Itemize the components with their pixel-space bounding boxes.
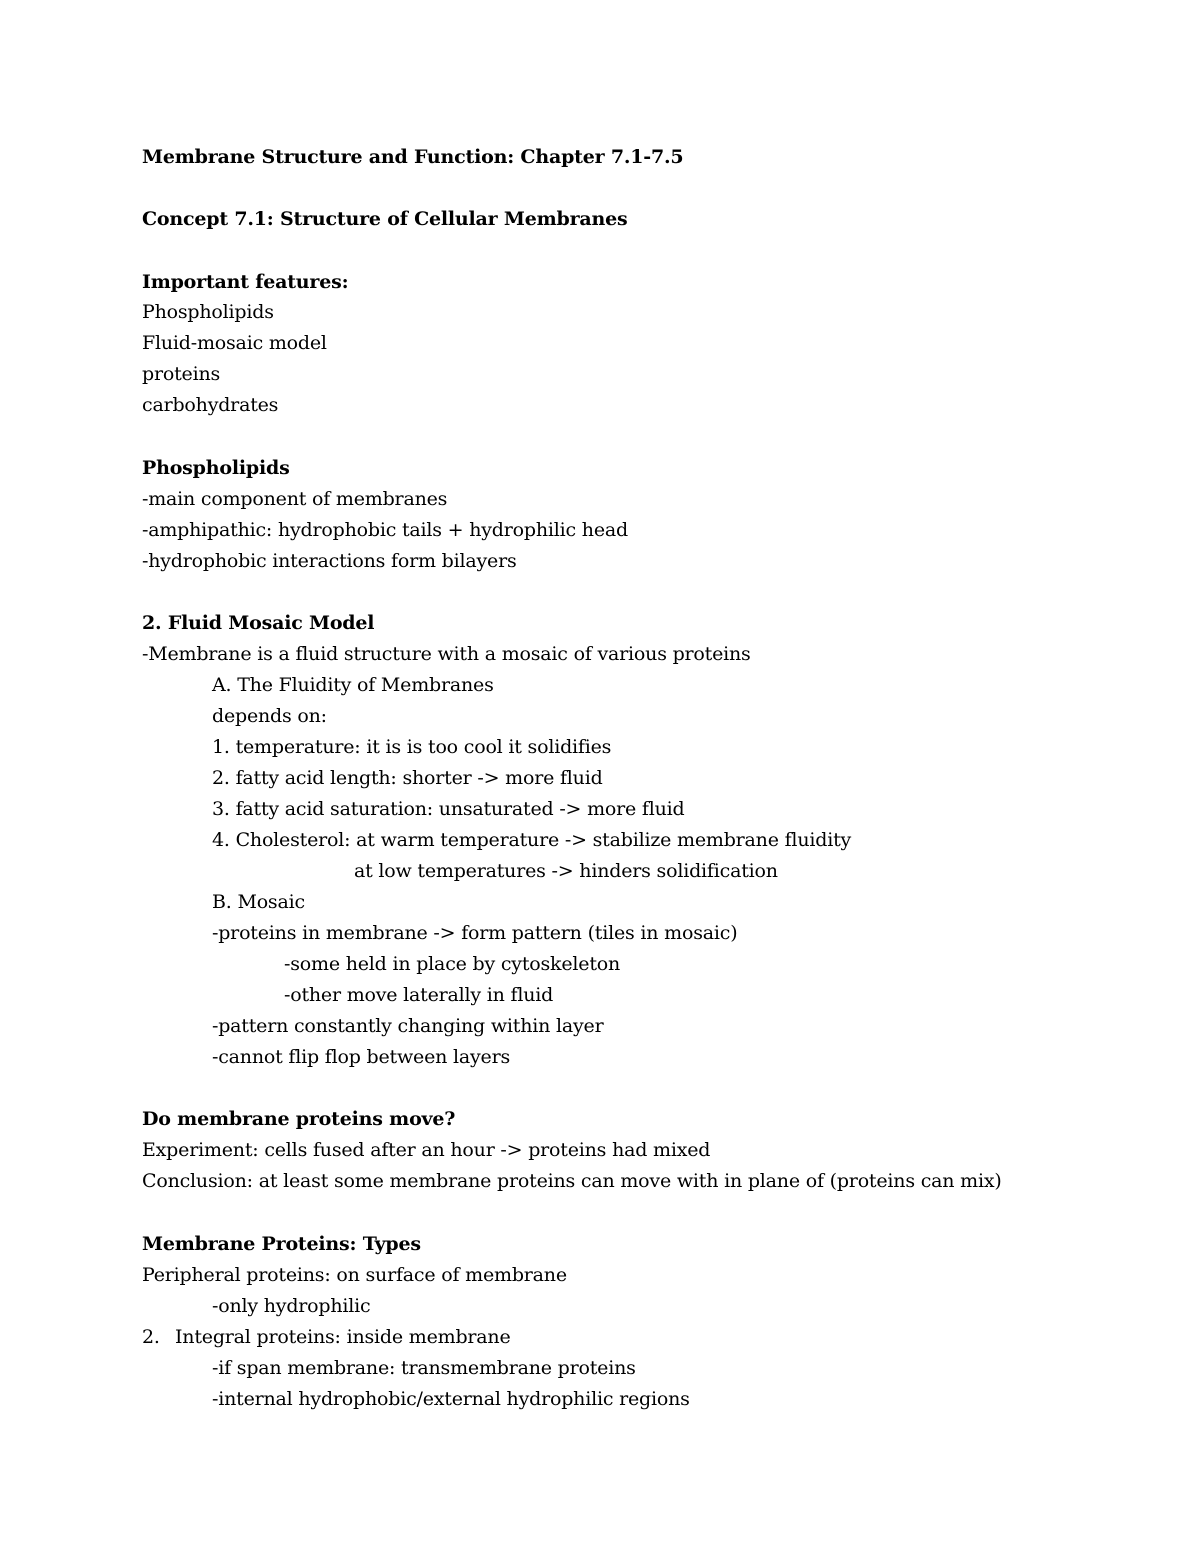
depends-on-label: depends on: bbox=[212, 705, 327, 727]
concept-heading: Concept 7.1: Structure of Cellular Membranes bbox=[142, 208, 628, 230]
fluidity-factor: 1. temperature: it is is too cool it solidifies bbox=[212, 736, 612, 758]
peripheral-line: Peripheral proteins: on surface of membrane bbox=[142, 1264, 567, 1286]
phospholipids-heading: Phospholipids bbox=[142, 457, 290, 479]
integral-subline: -internal hydrophobic/external hydrophilic regions bbox=[212, 1388, 690, 1410]
mosaic-line: -cannot flip flop between layers bbox=[212, 1046, 510, 1068]
mosaic-subline: -some held in place by cytoskeleton bbox=[284, 953, 621, 975]
cholesterol-low-temp: at low temperatures -> hinders solidification bbox=[354, 860, 778, 882]
features-heading: Important features: bbox=[142, 271, 349, 293]
integral-line: Integral proteins: inside membrane bbox=[175, 1326, 511, 1348]
fluidity-factor: 2. fatty acid length: shorter -> more fluid bbox=[212, 767, 603, 789]
mosaic-heading: B. Mosaic bbox=[212, 891, 305, 913]
conclusion-line: Conclusion: at least some membrane proteins can move with in plane of (proteins can mix) bbox=[142, 1170, 1002, 1192]
fluidity-factor: 4. Cholesterol: at warm temperature -> stabilize membrane fluidity bbox=[212, 829, 852, 851]
mosaic-subline: -other move laterally in fluid bbox=[284, 984, 554, 1006]
document-title: Membrane Structure and Function: Chapter 7.1-7.5 bbox=[142, 146, 684, 168]
integral-number: 2. bbox=[142, 1326, 160, 1348]
experiment-line: Experiment: cells fused after an hour -> proteins had mixed bbox=[142, 1139, 711, 1161]
feature-item: Fluid-mosaic model bbox=[142, 332, 327, 354]
fluidity-factor: 3. fatty acid saturation: unsaturated -> more fluid bbox=[212, 798, 685, 820]
feature-item: proteins bbox=[142, 363, 221, 385]
mosaic-line: -pattern constantly changing within layer bbox=[212, 1015, 604, 1037]
move-heading: Do membrane proteins move? bbox=[142, 1108, 456, 1130]
integral-subline: -if span membrane: transmembrane proteins bbox=[212, 1357, 636, 1379]
phospholipids-line: -amphipathic: hydrophobic tails + hydrophilic head bbox=[142, 519, 628, 541]
fluid-mosaic-heading: 2. Fluid Mosaic Model bbox=[142, 612, 375, 634]
fluid-mosaic-intro: -Membrane is a fluid structure with a mosaic of various proteins bbox=[142, 643, 751, 665]
phospholipids-line: -hydrophobic interactions form bilayers bbox=[142, 550, 517, 572]
fluidity-heading: A. The Fluidity of Membranes bbox=[212, 674, 494, 696]
phospholipids-line: -main component of membranes bbox=[142, 488, 448, 510]
feature-item: carbohydrates bbox=[142, 394, 279, 416]
feature-item: Phospholipids bbox=[142, 301, 274, 323]
mosaic-line: -proteins in membrane -> form pattern (tiles in mosaic) bbox=[212, 922, 738, 944]
peripheral-subline: -only hydrophilic bbox=[212, 1295, 371, 1317]
types-heading: Membrane Proteins: Types bbox=[142, 1233, 421, 1255]
